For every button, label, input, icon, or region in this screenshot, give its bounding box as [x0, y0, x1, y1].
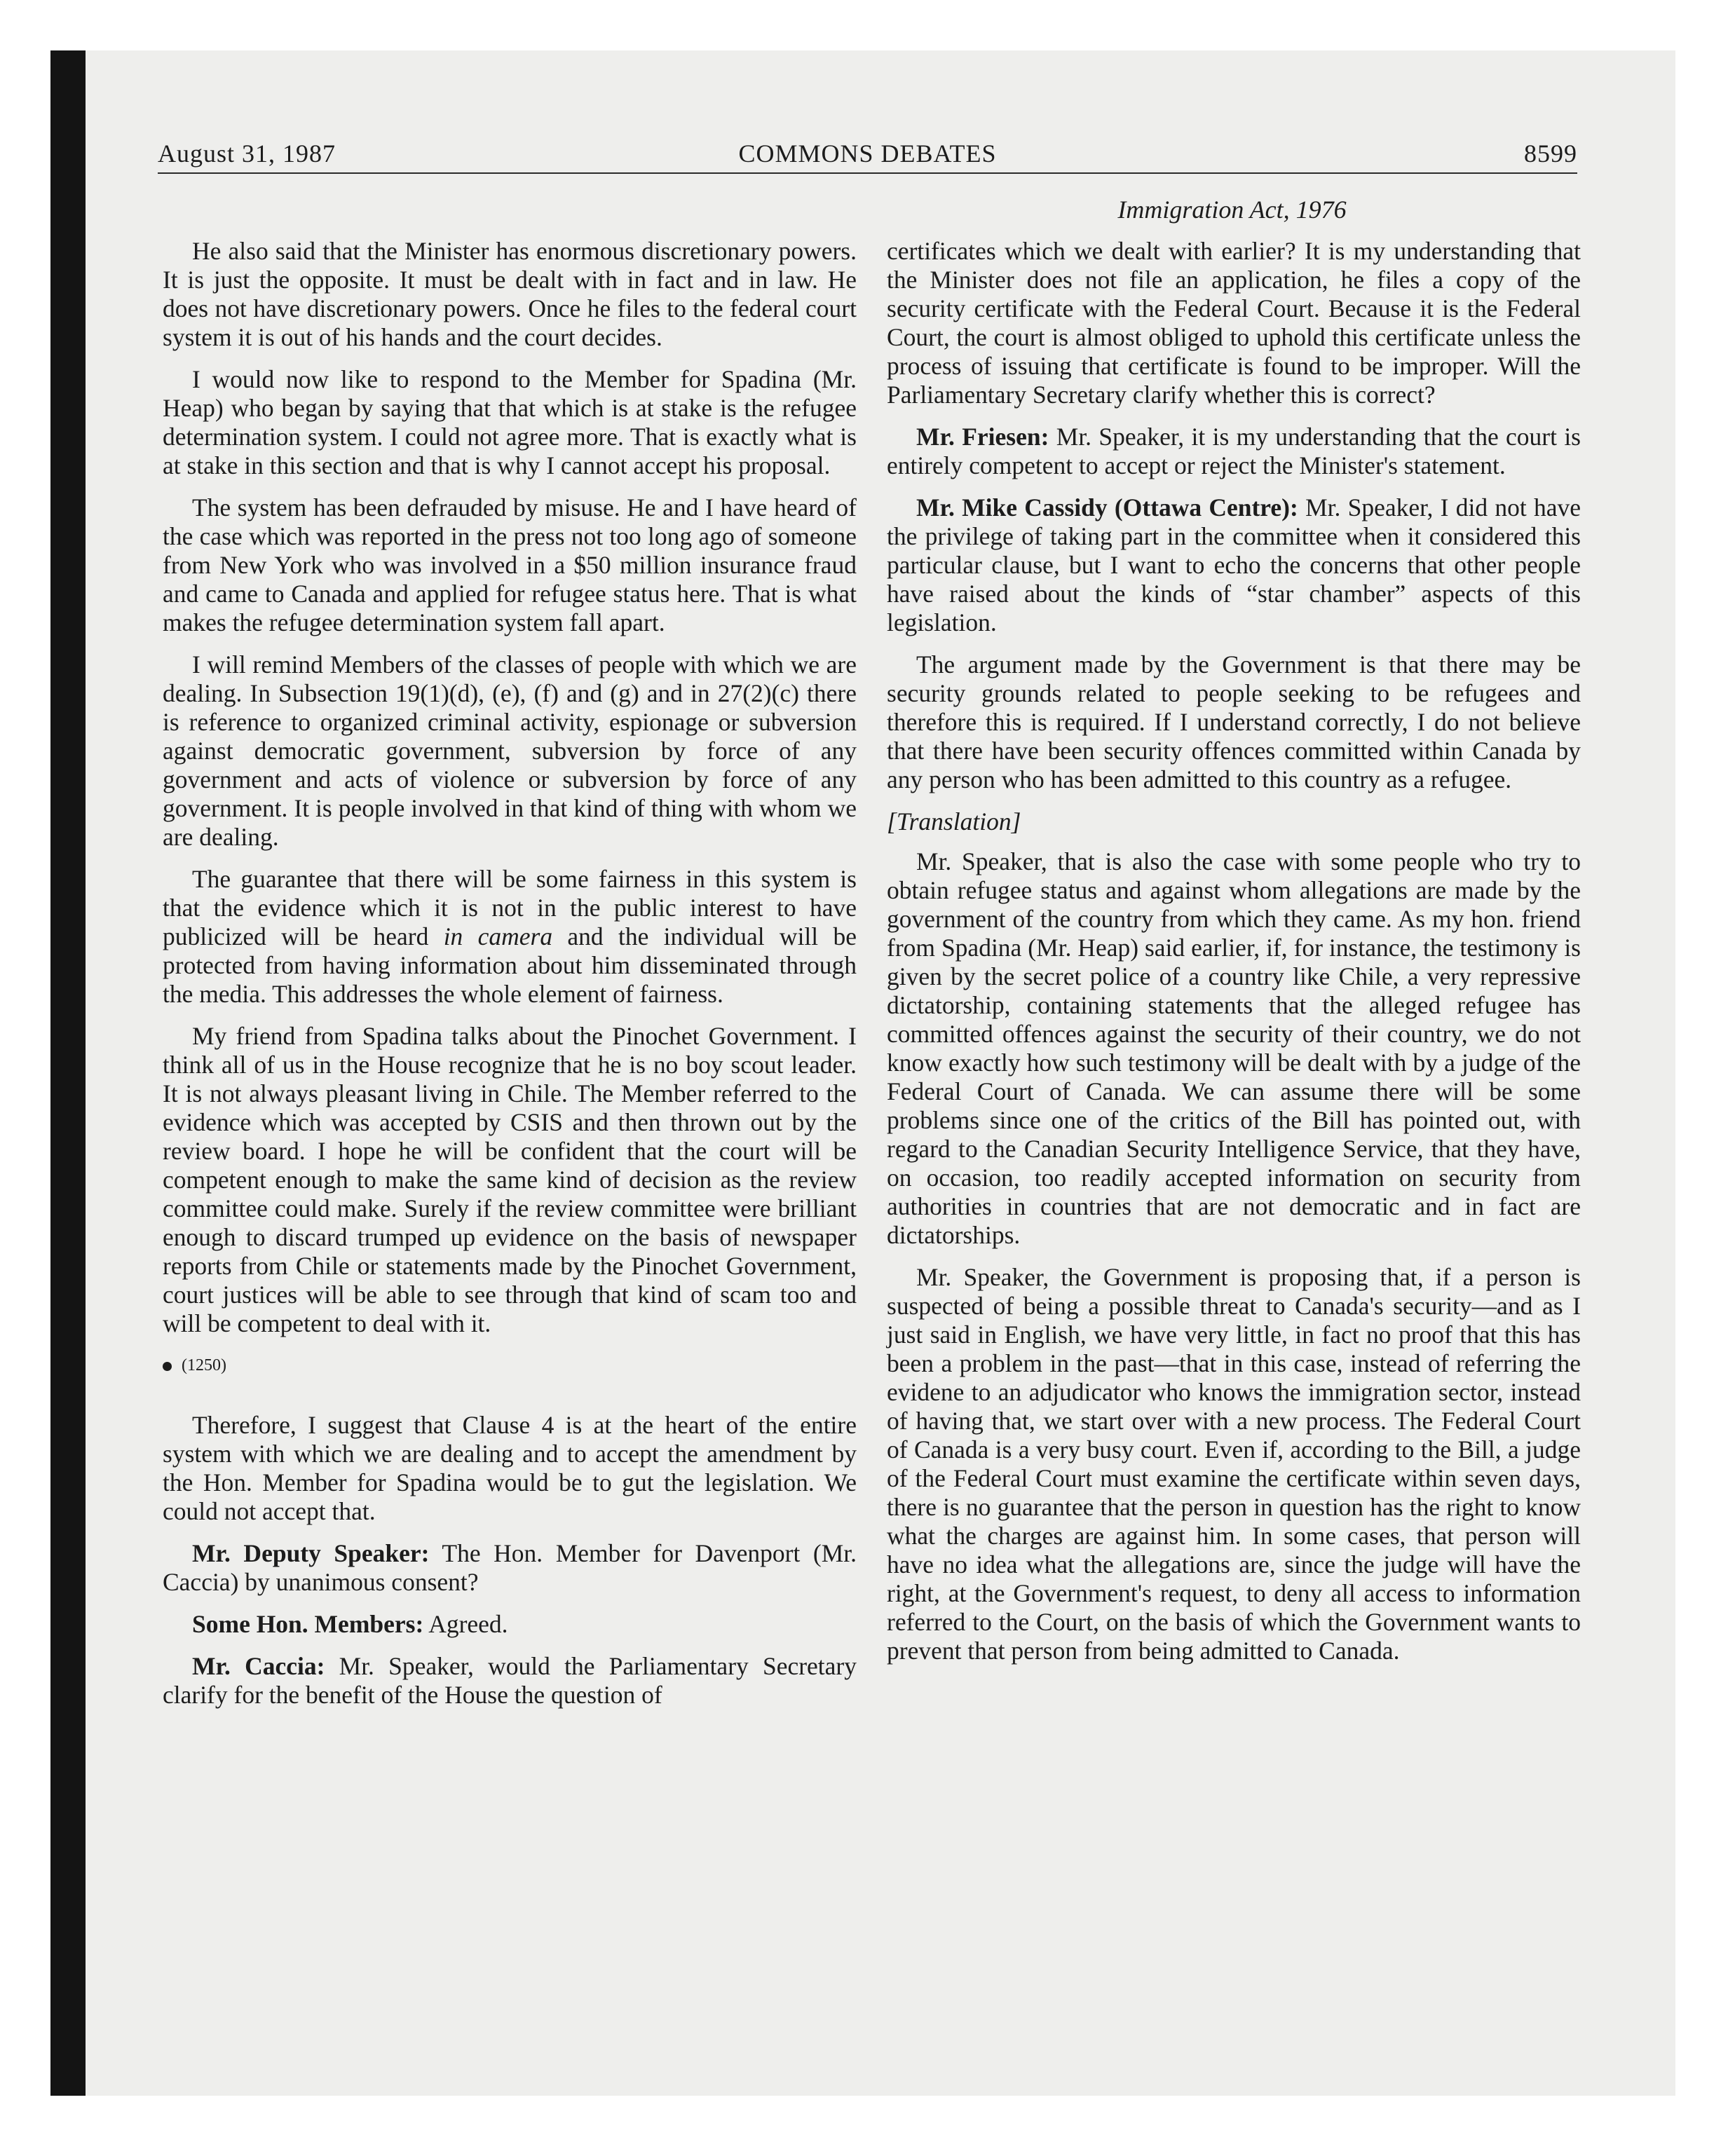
translation-marker: [Translation]: [887, 807, 1021, 835]
paragraph: Therefore, I suggest that Clause 4 is at the heart of the entire system with which we are dealing and to accept the amendment by the Hon. Member for Spadina would be to gut the legislation. We could not accept that.: [163, 1411, 857, 1525]
right-column: [887, 237, 1581, 1679]
paragraph-text: Agreed.: [423, 1610, 508, 1638]
paragraph-text: and the individual will be protected from having information about him disseminated through the media. This addresses the whole element of fairness.: [163, 922, 857, 1008]
scan-edge-shadow: [50, 50, 86, 2096]
paragraph: [163, 865, 857, 1009]
speaker-name: Mr. Friesen:: [916, 423, 1049, 451]
paragraph: Mr. Speaker, that is also the case with some people who try to obtain refugee status and against whom allegations are made by the government of the country from which they came. As my hon. friend from Spadina (Mr. Heap) said earlier, if, for instance, the testimony is given by the secret police of a country like Chile, a very repressive dictatorship, containing statements that the alleged refugee has committed offences against the security of their country, we do not know exactly how such testimony will be dealt with by a judge of the Federal Court of Canada. We can assume there will be some problems since one of the critics of the Bill has pointed out, with regard to the Canadian Security Intelligence Service, that they have, on occasion, too readily accepted information on security from authorities in countries that are not democratic and in fact are dictatorships.: [887, 847, 1581, 1249]
speaker-name: Mr. Deputy Speaker:: [192, 1539, 430, 1567]
section-title: Immigration Act, 1976: [1117, 196, 1347, 224]
paragraph-text: Mr. Speaker, would the Parliamentary Secretary clarify for the benefit of the House the question of: [163, 1652, 857, 1709]
header-page-number: 8599: [1524, 139, 1577, 168]
header-title: COMMONS DEBATES: [738, 139, 997, 168]
speaker-name: Mr. Mike Cassidy (Ottawa Centre):: [916, 493, 1298, 521]
paragraph: He also said that the Minister has enormous discretionary powers. It is just the opposite. It must be dealt with in fact and in law. He does not have discretionary powers. Once he files to the federal court system it is out of his hands and the court decides.: [163, 237, 857, 351]
page-header: [158, 139, 1577, 174]
paragraph: [887, 423, 1581, 480]
speaker-name: Mr. Caccia:: [192, 1652, 325, 1680]
paragraph: I would now like to respond to the Member for Spadina (Mr. Heap) who began by saying that that which is at stake is the refugee determination system. I could not agree more. That is exactly what is at stake in this section and that is why I cannot accept his proposal.: [163, 365, 857, 479]
timestamp: (1250): [182, 1356, 226, 1374]
header-date: August 31, 1987: [158, 139, 336, 168]
emphasis-text: in camera: [443, 922, 553, 950]
paragraph: The system has been defrauded by misuse. He and I have heard of the case which was reported in the press not too long ago of someone from New York who was involved in a $50 million insurance fraud and came to Canada and applied for refugee status here. That is what makes the refugee determination system fall apart.: [163, 493, 857, 636]
paragraph-text: Mr. Speaker, I did not have the privilege of taking part in the committee when it considered this particular clause, but I want to echo the concerns that other people have raised about the kinds of “star chamber” aspects of this legislation.: [887, 493, 1581, 636]
paragraph: My friend from Spadina talks about the Pinochet Government. I think all of us in the House recognize that he is no boy scout leader. It is not always pleasant living in Chile. The Member referred to the evidence which was accepted by CSIS and then thrown out by the review board. I hope he will be confident that the court will be competent enough to make the same kind of decision as the review committee could make. Surely if the review committee were brilliant enough to discard trumped up evidence on the basis of newspaper reports from Chile or statements made by the Pinochet Government, court justices will be able to see through that kind of scam too and will be competent to deal with it.: [163, 1022, 857, 1337]
bullet-icon: [163, 1362, 172, 1371]
paragraph-text: The Hon. Member for Davenport (Mr. Caccia) by unanimous consent?: [163, 1539, 857, 1596]
timestamp-marker: [163, 1351, 857, 1380]
speaker-name: Some Hon. Members:: [192, 1610, 424, 1638]
paragraph: I will remind Members of the classes of people with which we are dealing. In Subsection 19(1)(d), (e), (f) and (g) and in 27(2)(c) there is reference to organized criminal activity, espionage or subversion against democratic government, subversion by force of any government and acts of violence or subversion by force of any government. It is people involved in that kind of thing with whom we are dealing.: [163, 650, 857, 851]
paragraph-text: The guarantee that there will be some fairness in this system is that the evidence which it is not in the public interest to have publicized will be heard: [163, 865, 857, 950]
paragraph: certificates which we dealt with earlier? It is my understanding that the Minister does not file an application, he files a copy of the security certificate with the Federal Court. Because it is the Federal Court, the court is almost obliged to uphold this certificate unless the process of issuing that certificate is found to be improper. Will the Parliamentary Secretary clarify whether this is correct?: [887, 237, 1581, 409]
paragraph: [163, 1539, 857, 1597]
paragraph: [163, 1610, 857, 1639]
left-column: [163, 237, 857, 1723]
paragraph: Mr. Speaker, the Government is proposing that, if a person is suspected of being a possible threat to Canada's security—and as I just said in English, we have very little, in fact no proof that this has been a problem in the past—that in this case, instead of referring the evidene to an adjudicator who knows the immigration sector, instead of having that, we start over with a new process. The Federal Court of Canada is a very busy court. Even if, according to the Bill, a judge of the Federal Court must examine the certificate within seven days, there is no guarantee that the person in question has the right to know what the charges are against him. In some cases, that person will have no idea what the allegations are, since the judge will have the right, at the Government's request, to deny all access to information referred to the Court, on the basis of which the Government wants to prevent that person from being admitted to Canada.: [887, 1263, 1581, 1665]
paragraph: The argument made by the Government is that there may be security grounds related to people seeking to be refugees and therefore this is required. If I understand correctly, I do not believe that there have been security offences committed within Canada by any person who has been admitted to this country as a refugee.: [887, 650, 1581, 793]
paragraph-text: Mr. Speaker, it is my understanding that the court is entirely competent to accept or reject the Minister's statement.: [887, 423, 1581, 479]
paragraph: [887, 493, 1581, 637]
paragraph: [163, 1652, 857, 1710]
